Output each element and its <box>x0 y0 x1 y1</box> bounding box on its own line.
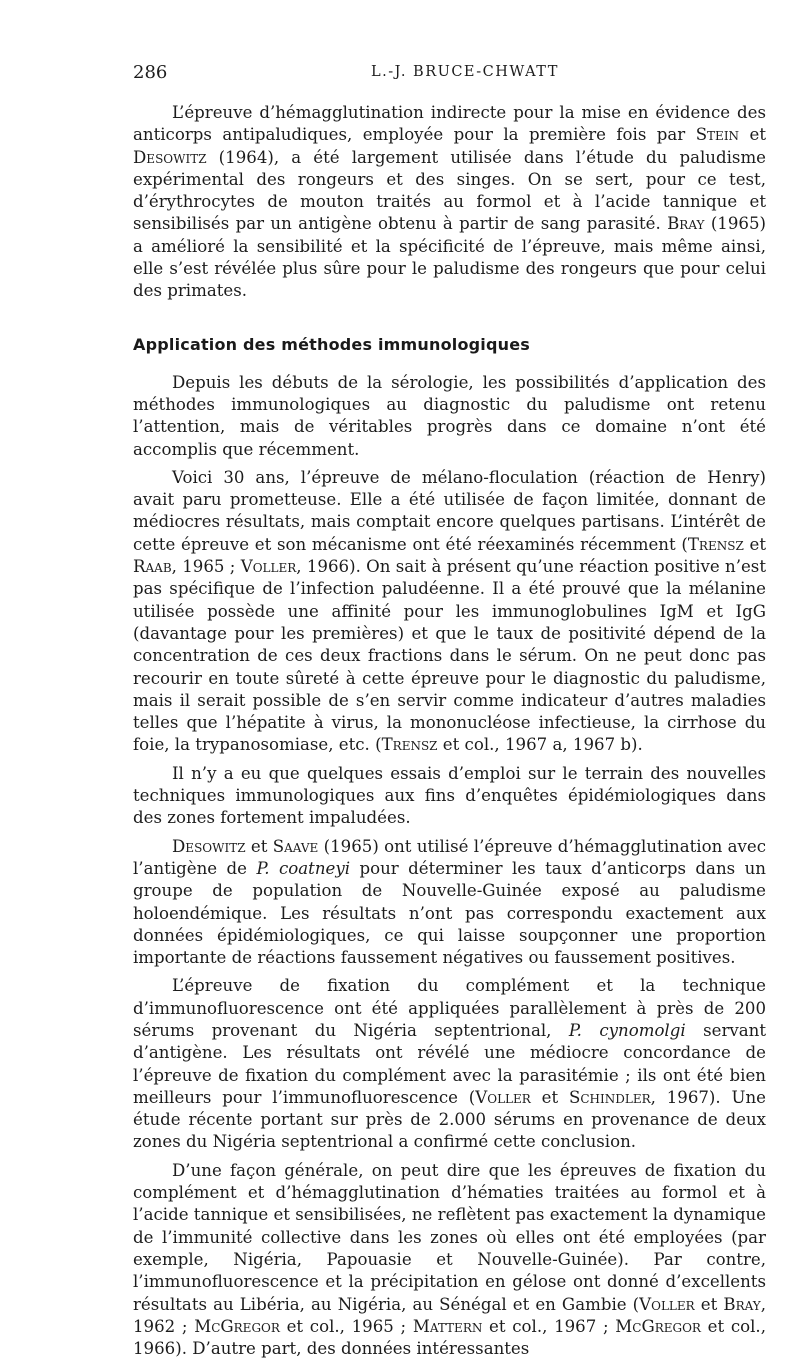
text-run: D’une façon générale, on peut dire que les épreuves de fixation du complément et d’hémagglutination d’hématies traitées au formol et à l’acide tannique et sensibilisées, ne reflètent pas exactement la dynamique de l’immunité collective dans les zones où elles ont été employées (par exemple, Nigéria, Papouasie et Nouvelle-Guinée). Par contre, l’immunofluorescence et la précipitation en gélose ont donné d’excellents résultats au Libéria, au Nigéria, au Sénégal et en Gambie ( <box>133 1160 766 1314</box>
text-run: (1964), a été largement utilisée dans l’étude du paludisme expérimental des rongeurs et des singes. On se sert, pour ce test, d’érythrocytes de mouton traités au formol et à l’acide tannique et sensibilisés par un antigène obtenu à partir de sang parasité. <box>133 147 766 234</box>
text-run: et col., 1967 a, 1967 b). <box>437 735 643 755</box>
text-run: et <box>743 534 766 554</box>
author-name: McGregor <box>194 1316 280 1336</box>
text-run: Depuis les débuts de la sérologie, les possibilités d’application des méthodes immunologiques au diagnostic du paludisme ont retenu l’attention, mais de véritables progrès dans ce domaine n’ont été accomplis que récemment. <box>133 372 766 459</box>
author-name: Bray <box>723 1294 761 1314</box>
text-run: , 1966). On sait à présent qu’une réaction positive n’est pas spécifique de l’infection paludéenne. Il a été prouvé que la mélanine utilisée possède une affinité pour les immunoglobulines IgM et IgG (davantage pour les premières) et que le taux de positivité dépend de la concentration de ces deux fractions dans le sérum. On ne peut donc pas recourir en toute sûreté à cette épreuve pour le diagnostic du paludisme, mais il serait possible de s’en servir comme indicateur d’autres maladies telles que l’hépatite à virus, la mononucléose infectieuse, la cirrhose du foie, la trypanosomiase, etc. ( <box>133 557 766 755</box>
author-name: Saave <box>272 836 319 856</box>
text-run: Voici 30 ans, l’épreuve de mélano-floculation (réaction de Henry) avait paru prometteuse. Elle a été utilisée de façon limitée, donnant de médiocres résultats, mais comptait encore quelques partisans. L’intérêt de cette épreuve et son mécanisme ont été réexaminés récemment ( <box>133 467 766 554</box>
text-run: et <box>245 836 273 856</box>
paragraph-hemagglutination <box>133 102 766 303</box>
text-run: Il n’y a eu que quelques essais d’emploi sur le terrain des nouvelles techniques immunologiques aux fins d’enquêtes épidémiologiques dans des zones fortement impaludées. <box>133 763 766 828</box>
running-header <box>133 62 766 92</box>
paragraph-new-guinea-study <box>133 836 766 970</box>
text-run: (1965) ont utilisé l’épreuve d’hémagglutination avec l’antigène de <box>133 836 766 878</box>
text-run: et col., 1967 ; <box>482 1316 616 1336</box>
document-page <box>133 62 766 1360</box>
author-name: Trensz <box>381 735 438 755</box>
author-name: Voller <box>475 1087 531 1107</box>
author-name: Desowitz <box>172 836 246 856</box>
text-run: , 1965 ; <box>171 557 241 577</box>
author-name: Schindler <box>568 1087 651 1107</box>
text-run: et col., 1965 ; <box>279 1316 413 1336</box>
section-heading: Application des méthodes immunologiques <box>133 334 531 354</box>
text-run: et <box>530 1087 569 1107</box>
text-run: , 1967). Une étude récente portant sur près de 2.000 sérums en provenance de deux zones du Nigéria septentrional a confirmé cette conclusion. <box>133 1087 766 1152</box>
paragraph-general-conclusion <box>133 1160 766 1360</box>
author-name: Voller <box>639 1294 695 1314</box>
paragraph-intro-serology <box>133 372 766 461</box>
text-run: et <box>694 1294 724 1314</box>
running-head-author: L.-J. BRUCE-CHWATT <box>371 64 559 80</box>
author-name: Raab <box>133 557 172 577</box>
author-name: Trensz <box>687 534 744 554</box>
paragraph-field-trials <box>133 763 766 830</box>
author-name: Bray <box>667 214 705 234</box>
author-name: Voller <box>240 557 297 577</box>
text-run: (1965) a amélioré la sensibilité et la spécificité de l’épreuve, mais même ainsi, elle s’est révélée plus sûre pour le paludisme des rongeurs que pour celui des primates. <box>133 214 767 301</box>
text-run: pour déterminer les taux d’anticorps dans un groupe de population de Nouvelle-Guinée exposé au paludisme holoendémique. Les résultats n’ont pas correspondu exactement aux données épidémiologiques, ce qui laisse soupçonner une proportion importante de réactions faussement négatives ou faussement positives. <box>133 858 766 968</box>
text-run: servant d’antigène. Les résultats ont révélé une médiocre concordance de l’épreuve de fixation du complément avec la parasitémie ; ils ont été bien meilleurs pour l’immunofluorescence ( <box>133 1020 766 1107</box>
text-run: et col., 1966). D’autre part, des données intéressantes <box>133 1316 766 1359</box>
species-name: P. cynomolgi <box>568 1020 686 1040</box>
text-run: L’épreuve d’hémagglutination indirecte pour la mise en évidence des anticorps antipaludiques, employée pour la première fois par <box>133 103 766 145</box>
paragraph-complement-fixation <box>133 975 766 1153</box>
author-name: McGregor <box>615 1316 701 1336</box>
species-name: P. coatneyi <box>256 858 351 878</box>
text-run: , 1962 ; <box>133 1294 766 1336</box>
text-run: L’épreuve de fixation du complément et la technique d’immunofluorescence ont été appliquées parallèlement à près de 200 sérums provenant du Nigéria septentrional, <box>133 976 766 1040</box>
text-run: et <box>739 125 766 145</box>
paragraph-melano-flocculation <box>133 467 766 757</box>
author-name: Desowitz <box>133 147 207 167</box>
author-name: Stein <box>695 125 740 145</box>
page-number: 286 <box>133 62 168 83</box>
author-name: Mattern <box>412 1316 483 1336</box>
